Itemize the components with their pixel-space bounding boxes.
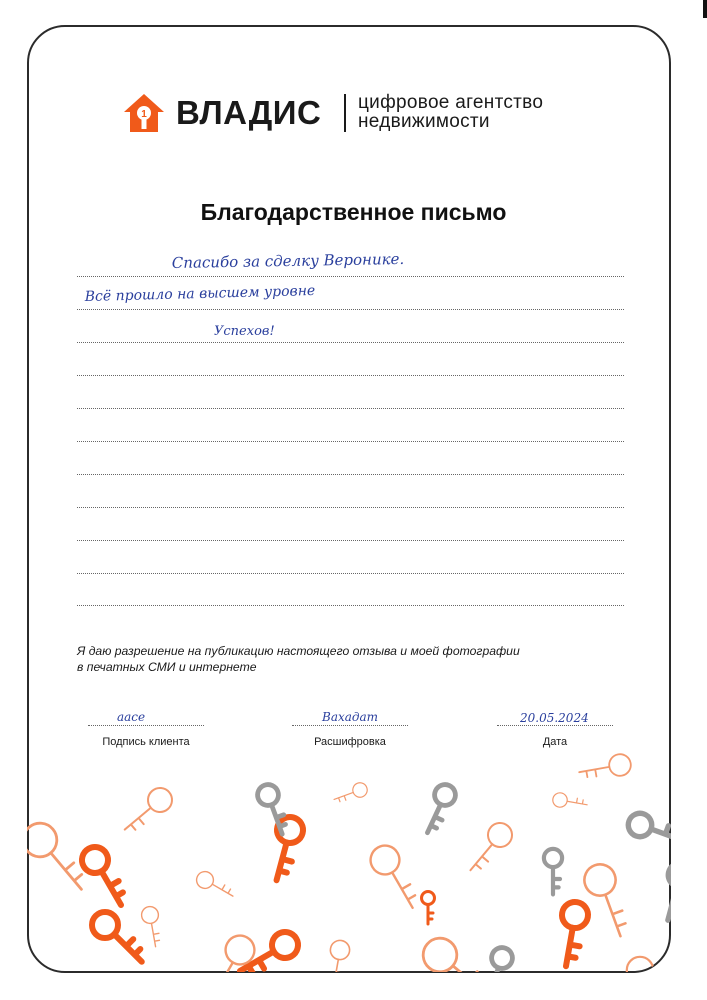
logo-digit: 1: [141, 109, 147, 120]
date-label: Дата: [542, 736, 568, 748]
handwritten-line-1: Спасибо за сделку Веронике.: [171, 249, 405, 272]
writing-line: [77, 573, 624, 574]
writing-line: [77, 474, 624, 475]
brand-name: ВЛАДИС: [176, 94, 322, 131]
writing-line: [77, 309, 624, 310]
brand-separator: [344, 94, 346, 132]
brand-tagline: [358, 93, 543, 131]
house-key-logo-icon: [122, 92, 166, 134]
writing-line: [77, 408, 624, 409]
tagline-line-2: недвижимости: [358, 111, 490, 132]
decipher-line: [292, 725, 408, 726]
brand-header: [122, 92, 602, 136]
handwritten-line-3: Успехов!: [214, 324, 275, 339]
signature-line: [88, 725, 204, 726]
handwritten-line-2: Всё прошло на высшем уровне: [84, 282, 316, 305]
letter-frame: [27, 25, 671, 973]
writing-line: [77, 441, 624, 442]
consent-line-2: в печатных СМИ и интернете: [77, 660, 257, 674]
client-signature: aace: [117, 710, 146, 724]
decipher-label: Расшифровка: [314, 736, 386, 748]
letter-title: Благодарственное письмо: [200, 199, 507, 225]
writing-line: [77, 507, 624, 508]
scan-edge-mark: [703, 0, 707, 18]
writing-line: [77, 342, 624, 343]
client-signature-label: Подпись клиента: [102, 736, 190, 748]
writing-line: [77, 375, 624, 376]
tagline-line-1: цифровое агентство: [358, 92, 544, 113]
decipher-signature: Вахадат: [322, 710, 379, 724]
date-line: [497, 725, 613, 726]
writing-line: [77, 605, 624, 606]
writing-line: [77, 276, 624, 277]
writing-line: [77, 540, 624, 541]
date-handwritten: 20.05.2024: [520, 711, 589, 725]
consent-line-1: Я даю разрешение на публикацию настоящего отзыва и моей фотографии: [77, 644, 520, 658]
consent-text: [77, 643, 520, 675]
